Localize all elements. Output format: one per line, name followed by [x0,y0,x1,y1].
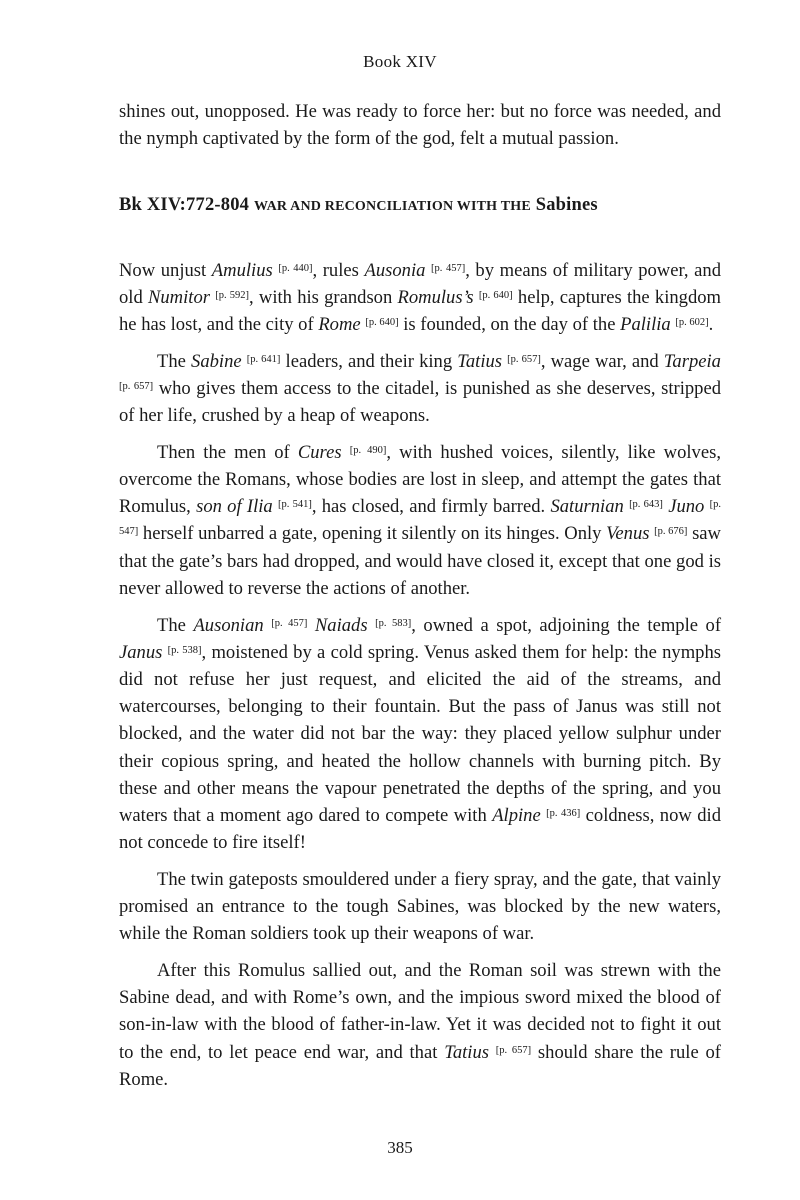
name-palilia: Palilia [620,314,671,336]
paragraph-amulius: Now unjust Amulius [p. 440], rules Ausonia [p. 457], by means of military power, and old Numitor [p. 592], with his grandson Romulus’s [p. 640] help, captures the kingdom he has lost, and the city of Rome [p. 640] is founded, on the day of the Palilia [p. 602]. [119,259,722,336]
page-ref-link[interactable]: [p. 657] [119,380,154,392]
page-ref-link[interactable]: [p. 640] [365,317,399,329]
name-venus: Venus [606,523,650,545]
page-ref-link[interactable]: [p. 592] [215,289,250,301]
page-ref-link[interactable]: [p. 640] [478,289,513,301]
page-body [119,98,721,1103]
name-juno: Juno [668,496,705,518]
section-heading [119,192,721,220]
page-ref-link[interactable]: [p. 643] [629,499,663,511]
name-romulus: Romulus’s [397,286,474,308]
page-number: 385 [387,1138,413,1157]
name-numitor: Numitor [147,286,210,308]
name-ausonia: Ausonia [364,259,426,281]
paragraph-tarpeia: The Sabine [p. 641] leaders, and their king Tatius [p. 657], wage war, and Tarpeia [p. 657] who gives them access to the citadel, is punished as she deserves, stripped of her life, crushed by a heap of weapons. [119,350,722,427]
name-tatius: Tatius [444,1041,489,1063]
name-saturnian: Saturnian [550,496,624,518]
paragraph-cures: Then the men of Cures [p. 490], with hushed voices, silently, like wolves, overcome the Romans, whose bodies are lost in sleep, and attempt the gates that Romulus, son of Ilia [p. 541], has closed, and firmly barred. Saturnian [p. 643] Juno [p. 547] herself unbarred a gate, opening it silently on its hinges. Only Venus [p. 676] saw that the gate’s bars had dropped, and would have closed it, except that one god is never allowed to reverse the actions of another. [119,441,721,599]
page-ref-link[interactable]: [p. 541] [277,499,312,511]
name-alpine: Alpine [492,804,541,826]
page-ref-link[interactable]: [p. 657] [507,353,541,365]
page-ref-link[interactable]: [p. 657] [495,1044,532,1056]
section-title-sabines: Sabines [535,195,598,216]
name-tarpeia: Tarpeia [663,350,721,372]
section-bk: Bk [119,195,143,216]
name-son-of-ilia: son of Ilia [196,496,273,518]
intro-paragraph: shines out, unopposed. He was ready to force her: but no force was needed, and the nymph captivated by the form of the god, felt a mutual passion. [119,101,721,150]
page-ref-link[interactable]: [p. 440] [278,262,313,274]
name-amulius: Amulius [211,259,273,281]
page-ref-link[interactable]: [p. 436] [546,807,581,819]
page-ref-link[interactable]: [p. 538] [167,644,202,656]
name-cures: Cures [297,441,342,463]
page-ref-link[interactable]: [p. 457] [271,617,308,629]
page-ref-link[interactable]: [p. 583] [375,617,412,629]
page-ref-link[interactable]: [p. 490] [349,444,387,456]
page-ref-link[interactable]: [p. 676] [654,526,688,538]
paragraph-naiads: The Ausonian [p. 457] Naiads [p. 583], owned a spot, adjoining the temple of Janus [p. 538], moistened by a cold spring. Venus asked them for help: the nymphs did not refuse her just request, and elicited the aid of the streams, and watercourses, belonging to their fountain. But the pass of Janus was still not blocked, and the water did not bar the way: they placed yellow sulphur under their copious spring, and heated the hollow channels with burning pitch. By these and other means the vapour penetrated the depths of the spring, and you waters that a moment ago dared to compete with Alpine [p. 436] coldness, now did not concede to fire itself! [119,614,722,854]
page-ref-link[interactable]: [p. 641] [246,353,281,365]
name-naiads: Naiads [314,614,368,636]
name-ausonian: Ausonian [193,614,264,636]
paragraph-gateposts: The twin gateposts smouldered under a fiery spray, and the gate, that vainly promised an entrance to the tough Sabines, was blocked by the new waters, while the Roman soldiers took up their weapons of war. [119,868,721,945]
running-header: Book XIV [363,52,437,71]
page-ref-link[interactable]: [p. 457] [431,262,466,274]
name-janus: Janus [119,641,163,663]
page-ref-link[interactable]: [p. 547] [119,499,721,538]
name-rome: Rome [318,314,361,336]
section-range: XIV:772-804 [146,195,250,216]
page-ref-link[interactable]: [p. 602] [675,317,709,329]
name-sabine: Sabine [191,350,242,372]
section-title-main: WAR AND RECONCILIATION WITH THE [253,199,531,215]
name-tatius: Tatius [457,350,503,372]
paragraph-romulus-sallied: After this Romulus sallied out, and the Roman soil was strewn with the Sabine dead, and with Rome’s own, and the impious sword mixed the blood of son-in-law with the blood of father-in-law. Yet it was decided not to fight it out to the end, to let peace end war, and that Tatius [p. 657] should share the rule of Rome. [119,959,721,1090]
